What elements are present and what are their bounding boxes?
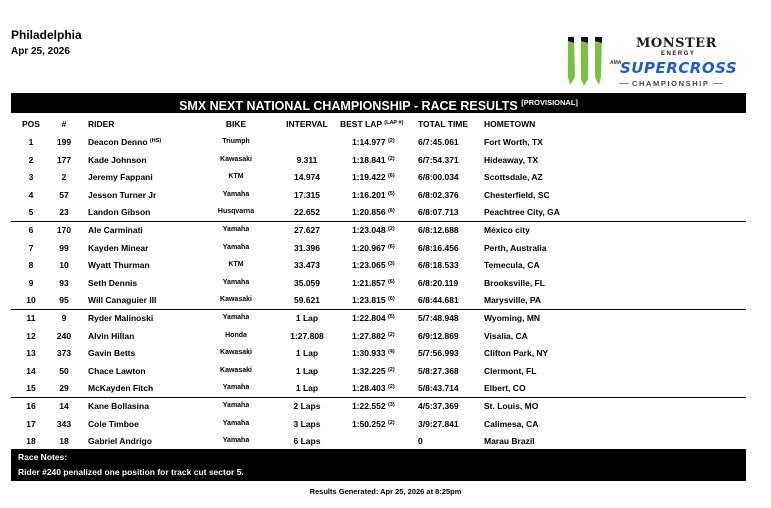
cell-interval: 27.627 xyxy=(294,224,320,235)
table-row xyxy=(0,415,771,433)
cell-pos: 8 xyxy=(28,260,34,271)
cell-total-time: 6/7:54.371 xyxy=(418,154,459,165)
rider-name: Ryder Malinoski xyxy=(88,312,154,323)
table-row xyxy=(0,309,771,327)
cell-bike: KTM xyxy=(228,173,244,181)
rider-name: Jesson Turner Jr xyxy=(88,189,157,200)
cell-total-time: 6/8:18.533 xyxy=(418,260,459,271)
cell-rider xyxy=(88,436,152,446)
cell-total-time: 5/7:48.948 xyxy=(418,312,459,323)
cell-best-lap xyxy=(352,225,395,235)
cell-pos: 16 xyxy=(26,400,36,411)
cell-rider xyxy=(88,348,135,358)
cell-number: 95 xyxy=(59,295,69,306)
rider-name: Gabriel Andrigo xyxy=(88,436,152,447)
cell-total-time: 6/8:12.688 xyxy=(418,224,459,235)
cell-rider xyxy=(88,243,148,253)
cell-hometown: St. Louis, MO xyxy=(484,400,539,411)
rider-name: Kade Johnson xyxy=(88,154,147,165)
cell-number: 99 xyxy=(59,242,69,253)
cell-hometown: Marysville, PA xyxy=(484,295,542,306)
logo-supercross-text: SUPERCROSS xyxy=(620,59,738,77)
col-bike: BIKE xyxy=(225,119,247,129)
cell-bike: Kawasaki xyxy=(220,366,252,374)
cell-hometown: Elbert, CO xyxy=(484,383,526,394)
cell-interval: 1 Lap xyxy=(295,348,319,359)
best-lap-time: 1:19.422 xyxy=(352,172,386,183)
cell-bike: Yamaha xyxy=(222,190,250,198)
cell-hometown: Calimesa, CA xyxy=(484,418,539,429)
rider-name: McKayden Fitch xyxy=(88,383,154,394)
best-lap-number: (6) xyxy=(387,243,395,250)
monster-supercross-logo xyxy=(562,33,748,93)
table-row xyxy=(0,203,771,221)
rider-name: Gavin Betts xyxy=(88,348,136,359)
best-lap-time: 1:23.815 xyxy=(352,295,386,306)
table-row xyxy=(0,221,771,239)
cell-best-lap xyxy=(352,331,395,341)
table-row xyxy=(0,239,771,257)
best-lap-time: 1:20.856 xyxy=(352,207,386,218)
cell-hometown: Chesterfield, SC xyxy=(484,189,550,200)
table-row xyxy=(0,344,771,362)
cell-bike: Kawasaki xyxy=(220,155,252,163)
cell-rider xyxy=(88,172,153,182)
cell-number: 177 xyxy=(56,154,72,165)
best-lap-number: (6) xyxy=(387,296,395,303)
table-row xyxy=(0,432,771,450)
cell-interval: 9.311 xyxy=(296,154,318,165)
best-lap-time: 1:27.882 xyxy=(352,330,386,341)
cell-pos: 4 xyxy=(28,189,34,200)
best-lap-number: (2) xyxy=(387,138,395,144)
results-title-bar xyxy=(11,93,746,113)
cell-hometown: Clermont, FL xyxy=(484,365,537,376)
cell-hometown: Clifton Park, NY xyxy=(484,348,549,359)
rider-name: Kane Bollasina xyxy=(88,400,149,411)
rider-name: Ale Carminati xyxy=(88,224,143,235)
cell-hometown: Marau Brazil xyxy=(484,436,535,447)
cell-rider xyxy=(88,260,150,270)
col-hometown: HOMETOWN xyxy=(484,119,536,129)
monster-claw-icon xyxy=(564,33,608,87)
cell-rider xyxy=(88,190,156,200)
cell-rider xyxy=(88,225,143,235)
cell-best-lap xyxy=(352,243,395,253)
cell-interval: 1 Lap xyxy=(295,365,319,376)
cell-number: 10 xyxy=(59,260,69,271)
table-row xyxy=(0,168,771,186)
cell-hometown: Peachtree City, GA xyxy=(484,207,560,218)
cell-best-lap xyxy=(352,295,395,305)
col-pos: POS xyxy=(22,119,40,129)
best-lap-time: 1:14.977 xyxy=(352,137,386,147)
best-lap-number: (5) xyxy=(387,190,395,197)
cell-pos: 17 xyxy=(26,418,36,429)
best-lap-number: (3) xyxy=(387,401,395,408)
cell-number: 240 xyxy=(56,330,72,341)
cell-interval: 3 Laps xyxy=(293,418,321,429)
best-lap-number: (2) xyxy=(387,384,395,391)
logo-championship-text: CHAMPIONSHIP xyxy=(632,79,710,88)
cell-best-lap xyxy=(352,401,395,411)
cell-best-lap xyxy=(352,383,395,393)
cell-best-lap xyxy=(352,155,395,165)
group-divider xyxy=(11,309,746,310)
cell-rider xyxy=(88,383,153,393)
cell-interval: 33.473 xyxy=(294,260,320,271)
table-header xyxy=(0,113,771,133)
table-row xyxy=(0,256,771,274)
cell-total-time: 6/9:12.869 xyxy=(418,330,459,341)
cell-bike: Husqvarna xyxy=(217,208,255,216)
cell-number: 14 xyxy=(59,400,69,411)
cell-number: 50 xyxy=(59,365,69,376)
cell-number: 2 xyxy=(61,172,67,183)
best-lap-number: (6) xyxy=(387,278,395,285)
cell-interval: 1 Lap xyxy=(295,383,319,394)
rider-name: Jeremy Fappani xyxy=(88,172,153,183)
cell-bike: Triumph xyxy=(222,138,250,145)
cell-bike: Yamaha xyxy=(222,437,250,445)
cell-number: 373 xyxy=(56,348,72,359)
cell-rider xyxy=(88,155,147,165)
cell-pos: 10 xyxy=(26,295,36,306)
best-lap-time: 1:32.225 xyxy=(352,365,386,376)
cell-total-time: 6/8:16.456 xyxy=(418,242,459,253)
best-lap-time: 1:20.967 xyxy=(352,242,386,253)
table-row xyxy=(0,362,771,380)
cell-best-lap xyxy=(352,278,395,288)
rider-name: Will Canaguier III xyxy=(88,295,157,306)
cell-rider xyxy=(88,331,134,341)
cell-pos: 1 xyxy=(28,137,34,147)
table-row xyxy=(0,379,771,397)
col-interval: INTERVAL xyxy=(286,119,328,129)
cell-best-lap xyxy=(352,190,395,200)
cell-number: 29 xyxy=(59,383,69,394)
logo-monster-text: MONSTER xyxy=(636,36,717,51)
table-row xyxy=(0,327,771,345)
cell-interval: 1:27.808 xyxy=(290,330,324,341)
provisional-tag: [PROVISIONAL] xyxy=(521,98,578,107)
cell-interval: 2 Laps xyxy=(293,400,321,411)
cell-bike: KTM xyxy=(228,261,244,269)
best-lap-number: (2) xyxy=(387,331,395,338)
results-title: SMX NEXT NATIONAL CHAMPIONSHIP - RACE RESULTS xyxy=(179,99,518,113)
best-lap-number: (2) xyxy=(387,155,395,162)
cell-interval: 6 Laps xyxy=(293,436,321,447)
cell-best-lap xyxy=(352,348,395,358)
cell-pos: 11 xyxy=(26,312,36,323)
cell-best-lap xyxy=(352,313,395,323)
cell-interval: 22.652 xyxy=(294,207,320,218)
cell-rider xyxy=(88,313,153,323)
best-lap-time: 1:21.857 xyxy=(352,277,386,288)
table-row xyxy=(0,133,771,151)
cell-total-time: 6/8:44.681 xyxy=(418,295,459,306)
cell-best-lap xyxy=(352,207,395,217)
best-lap-time: 1:18.841 xyxy=(352,154,386,165)
rider-name: Deacon Denno xyxy=(88,137,148,147)
cell-total-time: 5/8:43.714 xyxy=(418,383,459,394)
best-lap-number: (6) xyxy=(387,173,395,180)
cell-pos: 9 xyxy=(28,277,34,288)
cell-bike: Kawasaki xyxy=(220,349,252,357)
best-lap-time: 1:28.403 xyxy=(352,383,386,394)
cell-hometown: Visalia, CA xyxy=(484,330,528,341)
cell-bike: Yamaha xyxy=(222,278,250,286)
race-notes xyxy=(11,449,746,481)
cell-total-time: 5/7:56.993 xyxy=(418,348,459,359)
col-best-lap xyxy=(340,119,403,129)
cell-number: 57 xyxy=(59,189,69,200)
cell-total-time: 0 xyxy=(418,436,423,447)
cell-hometown: Hideaway, TX xyxy=(484,154,539,165)
rider-name: Kayden Minear xyxy=(88,242,149,253)
cell-rider xyxy=(88,401,149,411)
cell-total-time: 6/7:45.061 xyxy=(418,137,459,147)
cell-best-lap xyxy=(352,419,395,429)
cell-total-time: 5/8:27.368 xyxy=(418,365,459,376)
best-lap-number: (2) xyxy=(387,419,395,426)
cell-number: 343 xyxy=(56,418,72,429)
best-lap-number: (2) xyxy=(387,225,395,232)
logo-ama-text: AMA xyxy=(610,60,622,66)
logo-energy-text: ENERGY xyxy=(661,51,696,57)
cell-number: 23 xyxy=(59,207,69,218)
rider-name: Chace Lawton xyxy=(88,365,146,376)
cell-bike: Yamaha xyxy=(222,384,250,392)
best-lap-time: 1:22.804 xyxy=(352,312,386,323)
rider-name: Alvin Hillan xyxy=(88,330,135,341)
best-lap-number: (5) xyxy=(387,313,395,320)
cell-pos: 5 xyxy=(28,207,34,218)
cell-pos: 7 xyxy=(28,242,34,253)
group-divider xyxy=(11,397,746,398)
table-row xyxy=(0,274,771,292)
cell-number: 199 xyxy=(56,137,72,147)
cell-hometown: Perth, Australia xyxy=(484,242,547,253)
best-lap-time: 1:23.048 xyxy=(352,224,386,235)
cell-hometown: Fort Worth, TX xyxy=(484,137,543,147)
cell-best-lap xyxy=(352,260,395,270)
cell-bike: Yamaha xyxy=(222,313,250,321)
cell-rider xyxy=(88,419,139,429)
cell-bike: Kawasaki xyxy=(220,296,252,304)
cell-pos: 6 xyxy=(28,224,34,235)
cell-bike: Yamaha xyxy=(222,419,250,427)
cell-pos: 3 xyxy=(28,172,34,183)
rider-class-tag: (HS) xyxy=(149,138,162,144)
group-divider xyxy=(11,221,746,222)
best-lap-number: (3) xyxy=(387,261,395,268)
table-row xyxy=(0,397,771,415)
col-rider: RIDER xyxy=(88,119,115,129)
cell-hometown: Temecula, CA xyxy=(484,260,540,271)
cell-interval: 14.974 xyxy=(294,172,320,183)
cell-pos: 15 xyxy=(26,383,36,394)
race-notes-body: Rider #240 penalized one position for track cut sector 5. xyxy=(18,467,244,477)
cell-total-time: 3/9:27.841 xyxy=(418,418,459,429)
cell-pos: 14 xyxy=(26,365,36,376)
table-row xyxy=(0,186,771,204)
cell-interval: 1 Lap xyxy=(295,312,319,323)
table-row xyxy=(0,151,771,169)
best-lap-number: (2) xyxy=(387,366,395,373)
cell-rider xyxy=(88,295,156,305)
best-lap-number: (4) xyxy=(387,349,395,356)
cell-pos: 18 xyxy=(26,436,36,447)
cell-hometown: Scottsdale, AZ xyxy=(484,172,543,183)
col-best-lap-sup: (LAP #) xyxy=(384,120,404,126)
cell-pos: 2 xyxy=(28,154,34,165)
cell-interval: 59.621 xyxy=(294,295,320,306)
cell-bike: Yamaha xyxy=(222,225,250,233)
rider-name: Landon Gibson xyxy=(88,207,151,218)
cell-number: 9 xyxy=(61,312,67,323)
best-lap-time: 1:30.933 xyxy=(352,348,386,359)
best-lap-time: 1:23.065 xyxy=(352,260,386,271)
cell-rider xyxy=(88,207,150,217)
cell-number: 93 xyxy=(59,277,69,288)
best-lap-time: 1:16.201 xyxy=(352,189,386,200)
cell-rider xyxy=(88,278,137,288)
results-table-body xyxy=(0,133,771,450)
cell-best-lap xyxy=(352,366,395,376)
cell-hometown: México city xyxy=(484,224,530,235)
results-generated: Results Generated: Apr 25, 2026 at 8:25pm xyxy=(309,487,462,496)
best-lap-time: 1:50.252 xyxy=(352,418,386,429)
cell-total-time: 4/5:37.369 xyxy=(418,400,459,411)
cell-rider xyxy=(88,366,146,376)
col-number: # xyxy=(61,119,67,129)
cell-number: 18 xyxy=(59,436,69,447)
cell-total-time: 6/8:00.034 xyxy=(418,172,459,183)
cell-bike: Yamaha xyxy=(222,243,250,251)
cell-total-time: 6/8:07.713 xyxy=(418,207,459,218)
cell-pos: 13 xyxy=(26,348,36,359)
cell-best-lap xyxy=(352,172,395,182)
cell-total-time: 6/8:02.376 xyxy=(418,189,459,200)
cell-interval: 31.396 xyxy=(294,242,320,253)
event-location: Philadelphia xyxy=(11,28,82,42)
rider-name: Cole Timboe xyxy=(88,418,139,429)
rider-name: Wyatt Thurman xyxy=(88,260,150,271)
event-date: Apr 25, 2026 xyxy=(11,46,70,57)
cell-best-lap xyxy=(352,137,395,147)
race-notes-title: Race Notes: xyxy=(18,452,68,462)
cell-interval: 35.059 xyxy=(294,277,320,288)
cell-hometown: Wyoming, MN xyxy=(484,312,541,323)
cell-bike: Honda xyxy=(225,331,247,339)
col-best-lap-label: BEST LAP xyxy=(340,119,382,129)
cell-total-time: 6/8:20.119 xyxy=(418,277,459,288)
table-row xyxy=(0,291,771,309)
cell-pos: 12 xyxy=(26,330,36,341)
cell-hometown: Brooksville, FL xyxy=(484,277,545,288)
rider-name: Seth Dennis xyxy=(88,277,138,288)
best-lap-time: 1:22.552 xyxy=(352,400,386,411)
col-total-time: TOTAL TIME xyxy=(418,119,469,129)
cell-interval: 17.315 xyxy=(294,189,320,200)
cell-bike: Yamaha xyxy=(222,401,250,409)
cell-rider xyxy=(88,137,161,147)
cell-number: 170 xyxy=(56,224,72,235)
best-lap-number: (6) xyxy=(387,208,395,215)
